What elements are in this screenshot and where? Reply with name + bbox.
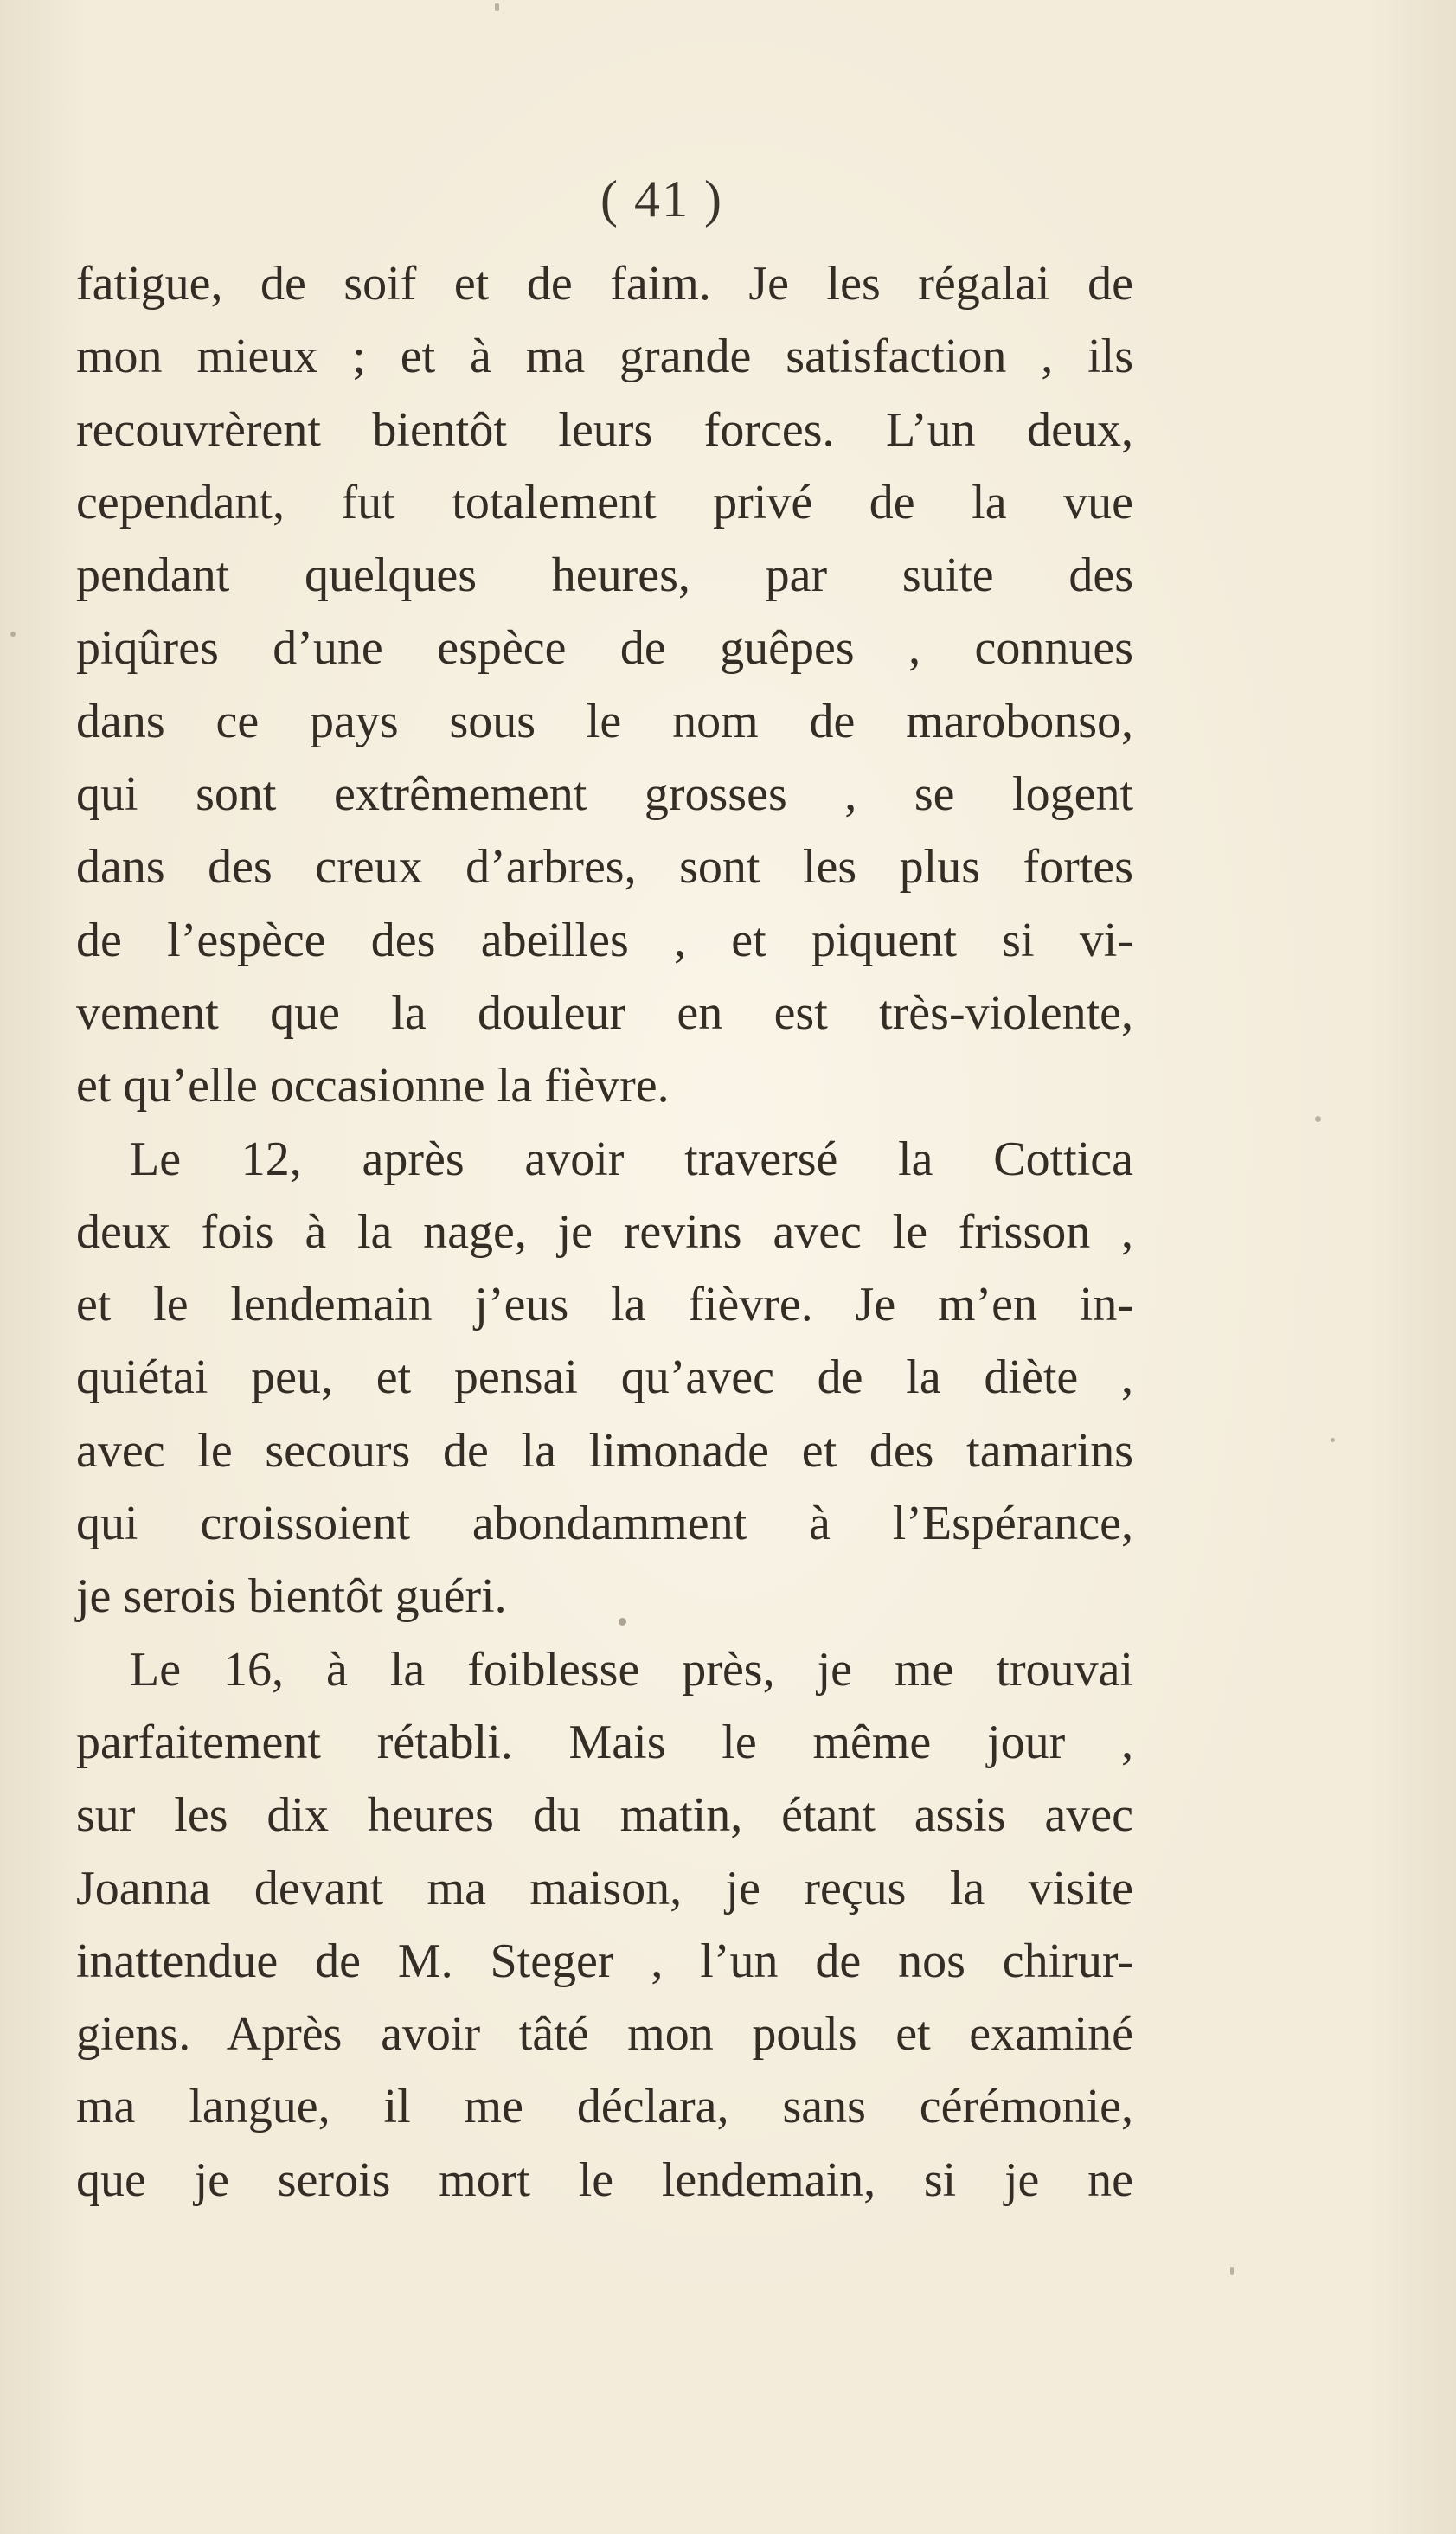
text-line: dans des creux d’arbres, sont les plus fortes	[76, 840, 1133, 895]
paper-speck	[1230, 2267, 1234, 2275]
text-line: Joanna devant ma maison, je reçus la visite	[76, 1861, 1133, 1915]
paper-speck	[619, 1618, 626, 1626]
paper-speck	[1315, 1116, 1321, 1122]
text-line: deux fois à la nage, je revins avec le frisson ,	[76, 1204, 1133, 1259]
text-line: qui sont extrêmement grosses , se logent	[76, 767, 1133, 822]
text-line: je serois bientôt guéri.	[76, 1569, 507, 1624]
text-line: que je serois mort le lendemain, si je ne	[76, 2152, 1133, 2207]
body-text	[76, 247, 1133, 2216]
text-line: qui croissoient abondamment à l’Espérance,	[76, 1497, 1133, 1551]
text-line: quiétai peu, et pensai qu’avec de la diète ,	[76, 1350, 1133, 1405]
text-line: Le 16, à la foiblesse près, je me trouvai	[130, 1642, 1133, 1697]
page-number: ( 41 )	[600, 170, 723, 228]
text-line: vement que la douleur en est très-violente,	[76, 985, 1133, 1040]
text-line: pendant quelques heures, par suite des	[76, 548, 1133, 603]
text-line: recouvrèrent bientôt leurs forces. L’un deux,	[76, 402, 1133, 457]
text-line: sur les dix heures du matin, étant assis avec	[76, 1788, 1133, 1843]
paper-speck	[10, 632, 16, 637]
text-line: piqûres d’une espèce de guêpes , connues	[76, 621, 1133, 676]
text-line: inattendue de M. Steger , l’un de nos chirur-	[76, 1934, 1133, 1988]
text-line: et qu’elle occasionne la fièvre.	[76, 1059, 670, 1113]
text-line: et le lendemain j’eus la fièvre. Je m’en in-	[76, 1278, 1133, 1332]
text-line: de l’espèce des abeilles , et piquent si vi-	[76, 913, 1133, 967]
text-line: parfaitement rétabli. Mais le même jour ,	[76, 1715, 1133, 1769]
paper-speck	[1331, 1438, 1335, 1442]
text-line: avec le secours de la limonade et des tamarins	[76, 1423, 1133, 1478]
text-line: giens. Après avoir tâté mon pouls et examiné	[76, 2007, 1133, 2062]
text-line: mon mieux ; et à ma grande satisfaction , ils	[76, 330, 1133, 384]
text-line: ma langue, il me déclara, sans cérémonie,	[76, 2080, 1133, 2134]
text-line: cependant, fut totalement privé de la vue	[76, 475, 1133, 529]
text-line: fatigue, de soif et de faim. Je les régalai de	[76, 257, 1133, 311]
paper-speck	[495, 3, 499, 11]
text-line: Le 12, après avoir traversé la Cottica	[130, 1132, 1133, 1186]
text-line: dans ce pays sous le nom de marobonso,	[76, 694, 1133, 748]
